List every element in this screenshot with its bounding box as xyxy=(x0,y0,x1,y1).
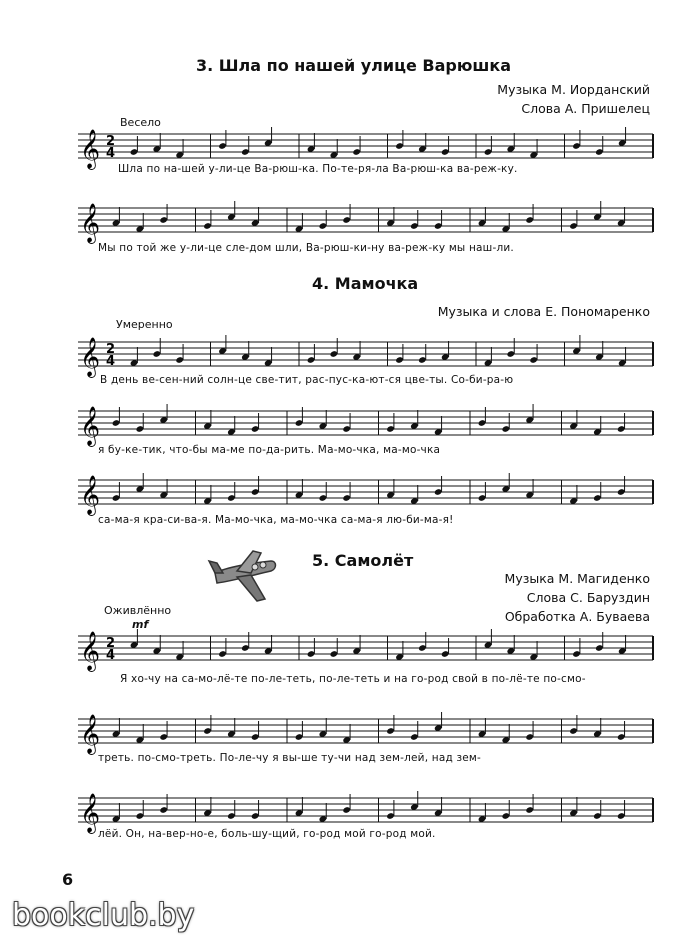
time-signature-top: 2 xyxy=(106,636,116,651)
treble-clef-icon: 𝄞 xyxy=(80,406,101,446)
music-staff xyxy=(78,630,653,670)
time-signature-top: 2 xyxy=(106,342,116,357)
time-signature-bottom: 4 xyxy=(106,648,116,663)
lyrics-line: треть. по-смо-треть. По-ле-чу я вы-ше ту-чи над зем-лей, над зем- xyxy=(98,752,482,764)
music-staff xyxy=(78,405,653,445)
treble-clef-icon: 𝄞 xyxy=(80,337,101,377)
treble-clef-icon: 𝄞 xyxy=(80,631,101,671)
music-staff xyxy=(78,202,653,242)
page-number: 6 xyxy=(62,870,74,889)
lyrics-line: Я хо-чу на са-мо-лё-те по-ле-теть, по-ле-теть и на го-род свой в по-лё-те по-смо- xyxy=(120,673,586,685)
lyrics-line: лёй. Он, на-вер-но-е, боль-шу-щий, го-род мой го-род мой. xyxy=(98,828,436,840)
lyrics-line: Мы по той же у-ли-це сле-дом шли, Ва-рюш-ки-ну ва-реж-ку мы наш-ли. xyxy=(98,242,514,254)
watermark: bookclub.by xyxy=(12,898,195,933)
music-staff xyxy=(78,792,653,832)
music-staff xyxy=(78,336,653,376)
song-credit-arrangement-5: Обработка А. Буваева xyxy=(504,609,650,624)
music-staff xyxy=(78,713,653,753)
time-signature-bottom: 4 xyxy=(106,146,116,161)
time-signature-top: 2 xyxy=(106,134,116,149)
song-title-5: 5. Самолёт xyxy=(312,551,414,570)
song-credit-words-5: Слова С. Баруздин xyxy=(526,590,650,605)
song-credit-4: Музыка и слова Е. Пономаренко xyxy=(437,304,650,319)
treble-clef-icon: 𝄞 xyxy=(80,793,101,833)
treble-clef-icon: 𝄞 xyxy=(80,203,101,243)
music-staff xyxy=(78,474,653,514)
song-title-4: 4. Мамочка xyxy=(312,274,419,293)
music-staff xyxy=(78,128,653,168)
song-credit-words-3: Слова А. Пришелец xyxy=(521,101,650,116)
dynamic-marking: mf xyxy=(132,618,149,631)
tempo-marking-5: Оживлённо xyxy=(104,604,172,617)
time-signature-bottom: 4 xyxy=(106,354,116,369)
lyrics-line: я бу-ке-тик, что-бы ма-ме по-да-рить. Ма-мо-чка, ма-мо-чка xyxy=(98,444,441,456)
airplane-illustration xyxy=(207,543,279,607)
tempo-marking-4: Умеренно xyxy=(116,318,173,331)
treble-clef-icon: 𝄞 xyxy=(80,475,101,515)
song-credit-music-5: Музыка М. Магиденко xyxy=(504,571,650,586)
treble-clef-icon: 𝄞 xyxy=(80,714,101,754)
tempo-marking-3: Весело xyxy=(120,116,161,129)
lyrics-line: Шла по на-шей у-ли-це Ва-рюш-ка. По-те-ря-ла Ва-рюш-ка ва-реж-ку. xyxy=(118,163,518,175)
treble-clef-icon: 𝄞 xyxy=(80,129,101,169)
song-title-3: 3. Шла по нашей улице Варюшка xyxy=(196,56,512,75)
lyrics-line: са-ма-я кра-си-ва-я. Ма-мо-чка, ма-мо-чка са-ма-я лю-би-ма-я! xyxy=(98,514,454,526)
lyrics-line: В день ве-сен-ний солн-це све-тит, рас-пус-ка-ют-ся цве-ты. Со-би-ра-ю xyxy=(100,374,514,386)
song-credit-music-3: Музыка М. Иорданский xyxy=(497,82,650,97)
